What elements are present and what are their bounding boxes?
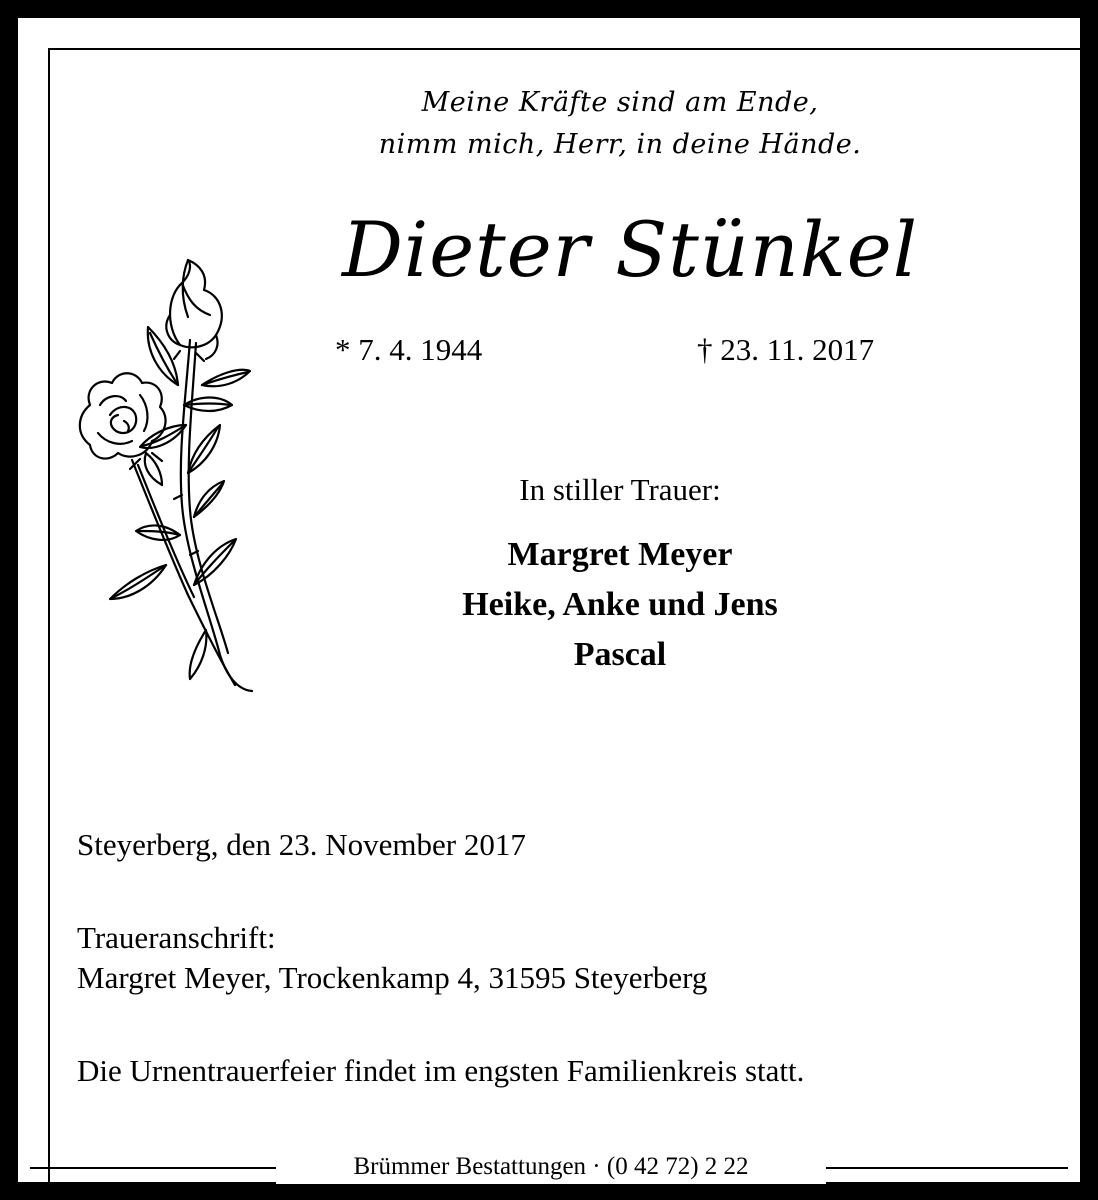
footer-rule-right — [826, 1167, 1068, 1169]
ceremony-note: Die Urnentrauerfeier findet im engsten Familienkreis statt. — [77, 1053, 805, 1088]
mourning-intro: In stiller Trauer: — [519, 472, 721, 507]
address-label: Traueranschrift: — [77, 920, 276, 955]
mourners-list — [340, 530, 900, 680]
mourner-name: Margret Meyer — [507, 536, 733, 573]
rose-icon — [70, 255, 270, 695]
place-date: Steyerberg, den 23. November 2017 — [77, 827, 526, 862]
mourner-name: Pascal — [573, 636, 667, 673]
verse-line: Meine Kräfte sind am Ende, — [421, 87, 819, 118]
funeral-home-footer: Brümmer Bestattungen · (0 42 72) 2 22 — [276, 1150, 826, 1184]
address-value: Margret Meyer, Trockenkamp 4, 31595 Steyerberg — [77, 960, 708, 995]
verse-line: nimm mich, Herr, in deine Hände. — [378, 129, 862, 160]
death-date: † 23. 11. 2017 — [697, 332, 875, 367]
verse — [300, 82, 940, 166]
address-block — [77, 918, 1037, 998]
deceased-name: Dieter Stünkel — [341, 205, 919, 294]
birth-date: * 7. 4. 1944 — [335, 332, 483, 367]
mourner-name: Heike, Anke und Jens — [462, 586, 778, 623]
footer-rule-left — [30, 1167, 276, 1169]
